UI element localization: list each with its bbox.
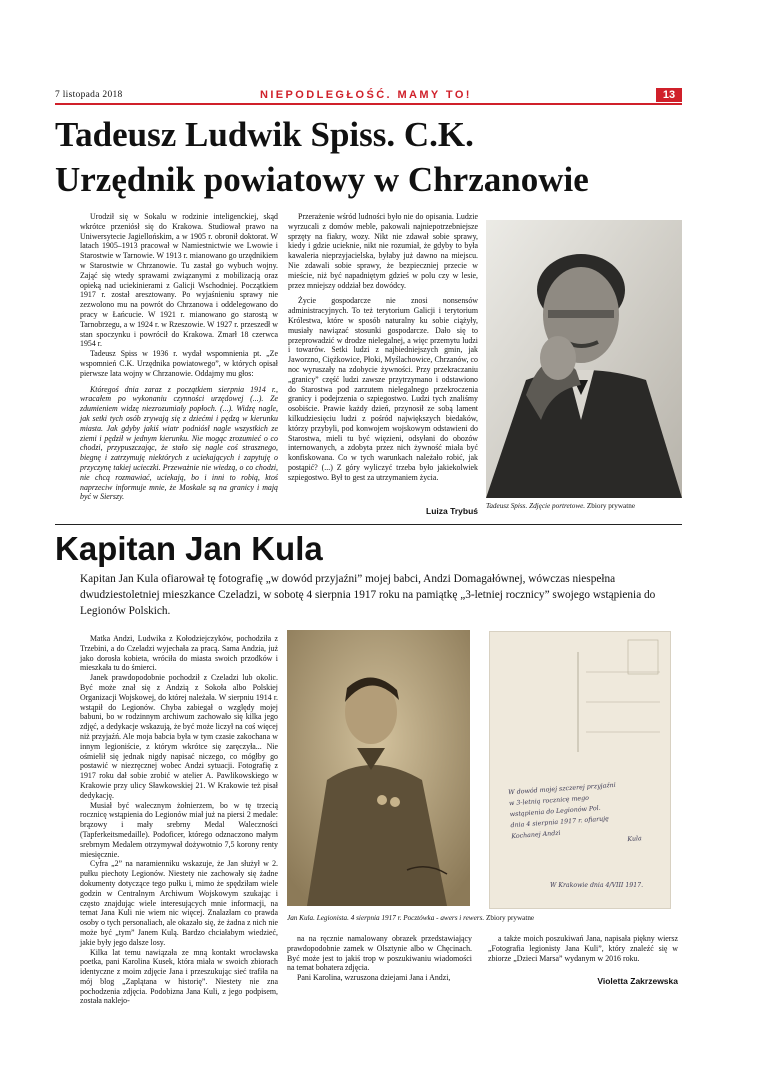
article1-title (55, 112, 695, 202)
dedication-line: wstąpienia do Legionów Pol. (509, 804, 601, 819)
portrait-photo (486, 220, 682, 498)
article1-column2 (288, 212, 478, 483)
postcard-date-note: W Krakowie dnia 4/VIII 1917. (550, 882, 644, 889)
article1-quote: Któregoś dnia zaraz z początkiem sierpnia 1914 r., wracałem po wykonaniu czynności urzędowej (...). Ze zdumieniem widzę niezrozumiały popłoch. (...). Widzę nagle, jak setki tych osób zrywają się z dziećmi i pędzą w kierunku miasta. Jak gdyby jakiś wiatr podniósł nagle wszystkich ze ziemi i pędził w jednym kierunku. Nie mogąc zrozumieć o co chodzi, przypuszczając, że stało się nagle coś strasznego, biegnę i zatrzymuję niektórych z uciekających i zapytuję o przyczynę takiej ucieczki. Przeważnie nie wiedzą, o co chodzi, nie chcą rozmawiać, uciekają, bo i inni to robią, ktoś naprzeciw informuje mnie, że Moskale są na granicy i mają być w Sierszy. (80, 384, 278, 502)
article1-title-line2: Urzędnik powiatowy w Chrzanowie (55, 160, 589, 199)
article2-paragraph: Janek prawdopodobnie pochodził z Czeladzi lub okolic. Być może znał się z Andzią z Sokoła albo Polskiej Organizacji Wojskowej, do której należała. W sierpniu 1914 r. wstąpił do Legionów. Chyba zabiegał o względy mojej babuni, bo w rodzinnym archiwum zachowało się kilka jego zdjęć, a dedykacje wskazują, że być może liczył na coś więcej niż przyjaźń. Ale moja babcia była w tym czasie zakochana w innym legioniście, z którym wkrótce się zaręczyła... Nie ośmielił się jednak nigdy napisać niczego, co mógłby go postawić w niezręcznej wobec Andzi sytuacji. Fotografię z 1917 roku dał sobie zrobić w atelier A. Pawlikowskiego w Krakowie przy ulicy Sławkowskiej 21. W Krakowie też pisał dedykację. (80, 673, 278, 800)
article1-author: Luiza Trybuś (426, 506, 478, 516)
dedication-line: dnia 4 sierpnia 1917 r. ofiaruję (510, 815, 610, 830)
soldier-caption (287, 914, 687, 922)
soldier-caption-source: Zbiory prywatne (486, 914, 535, 922)
article2-author: Violetta Zakrzewska (597, 976, 678, 986)
dedication-line: Kochanej Andzi (511, 829, 561, 841)
article2-column2 (287, 934, 472, 983)
article2-paragraph: Kilka lat temu nawiązała ze mną kontakt wrocławska poetka, pani Karolina Kusek, która miała w swoich zbiorach identyczne z moim zdjęcie Jana i przeszukując sieć trafiła na mój blog „Zaplątana w historię”. Niestety nie zna pochodzenia zdjęcia. Podobizna Jana Kuli, z jego podpisem, została naklejo- (80, 947, 278, 1006)
article2-lead: Kapitan Jan Kula ofiarował tę fotografię „w dowód przyjaźni” mojej babci, Andzi Domagałównej, wówczas niespełna dwudziestoletniej mieszkance Czeladzi, w sobotę 4 sierpnia 1917 roku na pamiątkę „3-letniej rocznicy” swojego wstąpienia do Legionów Polskich. (80, 573, 656, 617)
article2-paragraph: Cyfra „2” na naramienniku wskazuje, że Jan służył w 2. pułku piechoty Legionów. Niestety nie zachowały się żadne dokumenty dotyczące tego pułku i, mimo że spędziłam wiele godzin w Centralnym Archiwum Wojskowym szukając i często znajdując wiele interesujących mnie informacji, na temat Jana Kuli nie wiem nic więcej. Znalazłam co prawda osoby o tych personaliach, ale okazało się, że żadna z nich nie może być „tym” Janem Kulą. Bardzo chciałabym wiedzieć, jakie były jego dalsze losy. (80, 859, 278, 947)
soldier-caption-text: Jan Kula. Legionista. 4 sierpnia 1917 r. Pocztówka - awers i rewers. (287, 914, 485, 922)
article2-paragraph: na na ręcznie namalowany obrazek przedstawiający prawdopodobnie zamek w Olsztynie albo w Chęcinach. Być może jest to jakiś trop w poszukiwaniu wiadomości na temat bohatera zdjęcia. (287, 934, 472, 973)
article1-paragraph: Urodził się w Sokalu w rodzinie inteligenckiej, skąd wkrótce przeniósł się do Krakowa. Studiował prawo na Uniwersytecie Jagiellońskim, a w 1905 r. obronił doktorat. W latach 1905–1913 pracował w Namiestnictwie we Lwowie i Starostwie w Tarnowie. W 1913 r. mianowano go urzędnikiem w Starostwie w Chrzanowie. Tu zastał go wybuch wojny. Zająć się wtedy sprawami związanymi z mobilizacją oraz opieką nad uciekinierami z Galicji Wschodniej. Początkiem 1917 r. został aresztowany. Po wyjaśnieniu sprawy nie zezwolono mu na powrót do Chrzanowa i oddelegowano do pracy w Łańcucie. W 1921 r. mianowano go starostą w Tarnobrzegu, a w 1924 r. w Rzeszowie. W 1927 r. przeszedł w stan spoczynku i powrócił do Krakowa. Zmarł 18 czerwca 1954 r. (80, 212, 278, 349)
article2-paragraph: Matka Andzi, Ludwika z Kołodziejczyków, pochodziła z Trzebini, a do Czeladzi wyjechała za pracą. Sama Andzia, już jako dorosła kobieta, wróciła do miasta swoich przodków i mieszkała tu do śmierci. (80, 634, 278, 673)
article2-paragraph: a także moich poszukiwań Jana, napisała piękny wiersz „Fotografia legionisty Jana Kuli”, który znaleźć się w zbiorze „Dzieci Marsa” wydanym w 2016 roku. (488, 934, 678, 963)
portrait-caption-text: Tadeusz Spiss. Zdjęcie portretowe. (486, 502, 586, 510)
postcard-lines (490, 632, 670, 908)
article1-paragraph: Tadeusz Spiss w 1936 r. wydał wspomnienia pt. „Ze wspomnień C.K. Urzędnika powiatowego”, w których opisał pierwsze lata wojny w Chrzanowie. Oddajmy mu głos: (80, 349, 278, 378)
article1-title-line1: Tadeusz Ludwik Spiss. C.K. (55, 115, 474, 154)
header-rule (55, 103, 682, 105)
dedication-line: W dowód mojej szczerej przyjaźni (508, 781, 616, 797)
postcard-dedication (508, 777, 662, 853)
portrait-caption-source: Zbiory prywatne (586, 502, 636, 510)
article2-column3 (488, 934, 678, 963)
article1-column1 (80, 212, 278, 502)
page-number: 13 (656, 88, 682, 102)
dedication-signature: Kula (627, 835, 643, 844)
newspaper-slogan: NIEPODLEGŁOŚĆ. MAMY TO! (260, 89, 472, 101)
article-separator (55, 524, 682, 525)
soldier-drawing (287, 630, 470, 906)
article2-title: Kapitan Jan Kula (55, 530, 323, 567)
portrait-drawing (486, 220, 682, 498)
issue-date: 7 listopada 2018 (55, 90, 123, 100)
postcard-reverse (489, 631, 671, 909)
article1-paragraph: Życie gospodarcze nie znosi nonsensów administracyjnych. To też terytorium Galicji i terytorium Królestwa, które w sposób naturalny ku sobie ciążyły, musiały nawiązać stosunki gospodarcze. Dało się to przeprowadzić w drodze nielegalnej, a więc przemytu ludzi i towarów. Setki ludzi z najbiedniejszych gmin, jak Jaworzno, Ciężkowice, Płoki, Myślachowice, Chrzanów, co noc wyruszały na zdobycie żywności. Przy przekraczaniu „granicy” część ludzi zawsze przytrzymano i odstawiono do Starostwa pod zarzutem nielegalnego przekroczenia granicy i podejrzenia o szpiegostwo. Ludzi tych znaliśmy osobiście. Prawie każdy dzień, przynosił ze sobą lament kilkudziesięciu ludzi z pośród największych biedaków, którzy przybyli, pod konwojem wojskowym odstawieni do Starostwa, mieli tu być więzieni, odsyłani do obozów internowanych, a zdobyta przez nich żywność miała być konfiskowana. Co w tych warunkach należało robić, jak postąpić? (...) Z góry wyliczyć trzeba było jakiekolwiek szpiegostwo. Był to gest za utrzymaniem życia. (288, 296, 478, 482)
article2-column1 (80, 634, 278, 1006)
dedication-line: w 3-letnią rocznicę mego (508, 794, 590, 808)
soldier-photo (287, 630, 470, 906)
article2-paragraph: Pani Karolina, wzruszona dziejami Jana i Andzi, (297, 973, 451, 983)
portrait-caption (486, 502, 686, 510)
article2-paragraph: Musiał być walecznym żołnierzem, bo w tę trzecią rocznicę wstąpienia do Legionów miał już na piersi 2 medale: brązowy i mały srebrny Medal Waleczności (Tapferkeitsmedaille). Podoficer, którego odznaczono małym srebrnym Medalem otrzymywał dożywotnio 7,5 korony renty miesięcznie. (80, 800, 278, 859)
article1-paragraph: Przerażenie wśród ludności było nie do opisania. Ludzie wyrzucali z domów meble, pakowali najniepotrzebniejsze sprzęty na fiakry, wozy. Nikt nie zdawał sobie sprawy, kiedy i gdzie ucieknie, nikt nie rozumiał, że gdyby to była kawaleria nieprzyjacielska, byłaby już dawno na miejscu. Nie zdawali sobie sprawy, że bezpieczniej przecie w mieście, niż być napadniętym gdzieś w polu czy w lesie, przez mniejszy oddział bez dowódcy. (288, 212, 478, 290)
